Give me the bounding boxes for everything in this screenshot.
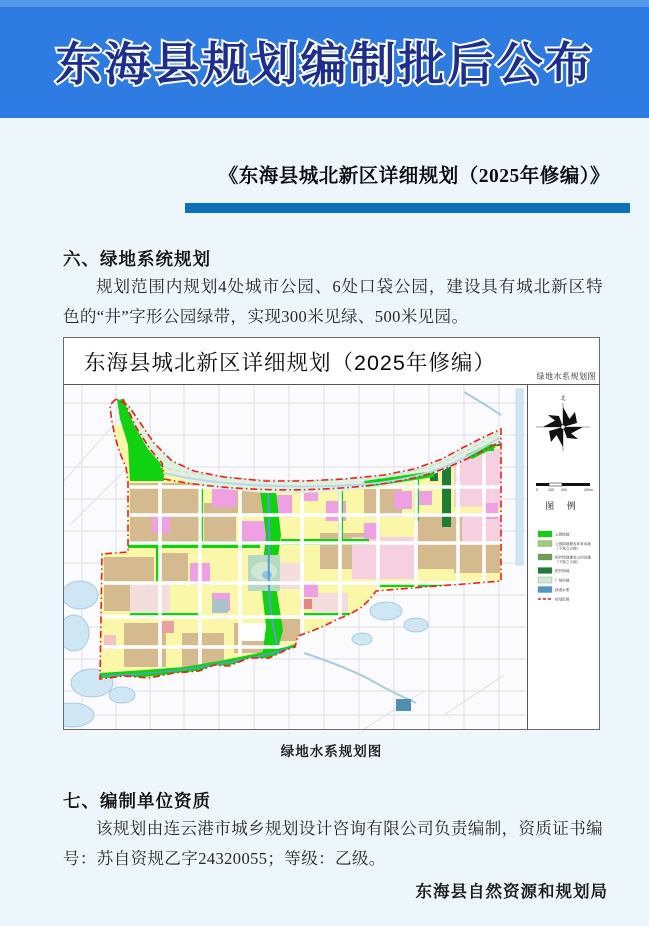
scale-label: 200 [561,488,567,492]
map-title-bar [64,338,599,385]
legend-label: 防护绿地 [555,569,570,574]
legend-item [538,568,570,574]
legend-item [538,597,570,602]
legend-item [538,531,570,537]
legend-graphic [528,385,598,729]
legend-panel [527,385,598,729]
legend-item [538,554,591,564]
section7-heading: 七、编制单位资质 [63,790,211,811]
reservoir-block [396,699,411,711]
legend-item [538,587,570,593]
svg-text:北: 北 [560,396,566,402]
map-area [64,385,527,729]
legend-label: 广场用地 [555,578,570,583]
legend-label: 公园绿地兼容体育用地（不独立占地） [555,542,591,551]
legend-title: 图 例 [545,501,581,511]
issuing-authority: 东海县自然资源和规划局 [415,882,608,901]
scale-label: 400m [584,488,593,492]
section7-body: 该规划由连云港市城乡规划设计咨询有限公司负责编制，资质证书编号：苏自资规乙字24320055；等级：乙级。 [63,818,603,869]
section6-heading: 六、绿地系统规划 [63,248,211,269]
planning-map-graphic [64,385,526,729]
legend-item [538,541,591,551]
map-body [64,385,599,729]
planning-map-figure [63,337,600,730]
scale-label: 100 [548,488,554,492]
map-title: 东海县城北新区详细规划（2025年修编） [84,351,496,375]
legend-item [538,577,570,583]
plan-subtitle: 《东海县城北新区详细规划（2025年修编）》 [218,166,610,187]
map-corner-label: 绿地水系规划图 [536,372,596,381]
banner-title-graphic [0,0,649,118]
legend-label: 绿道水系 [555,588,570,593]
header-banner [0,0,649,118]
scale-bar [536,483,593,492]
legend-label: 防护绿地兼容公用设施（不独立占地） [555,555,591,564]
banner-top-stripe [0,0,649,7]
compass-icon [536,394,590,451]
section6-body: 规划范围内规划4处城市公园、6处口袋公园，建设具有城北新区特色的“井”字形公园绿带，实现300米见绿、500米见园。 [63,276,603,327]
map-caption: 绿地水系规划图 [280,744,383,759]
scale-label: 0 [536,488,538,492]
page-title: 东海县规划编制批后公布 [55,37,595,91]
blue-divider-bar [185,203,630,213]
legend-label: 规划范围 [555,597,570,602]
legend-label: 公园绿地 [555,532,570,537]
